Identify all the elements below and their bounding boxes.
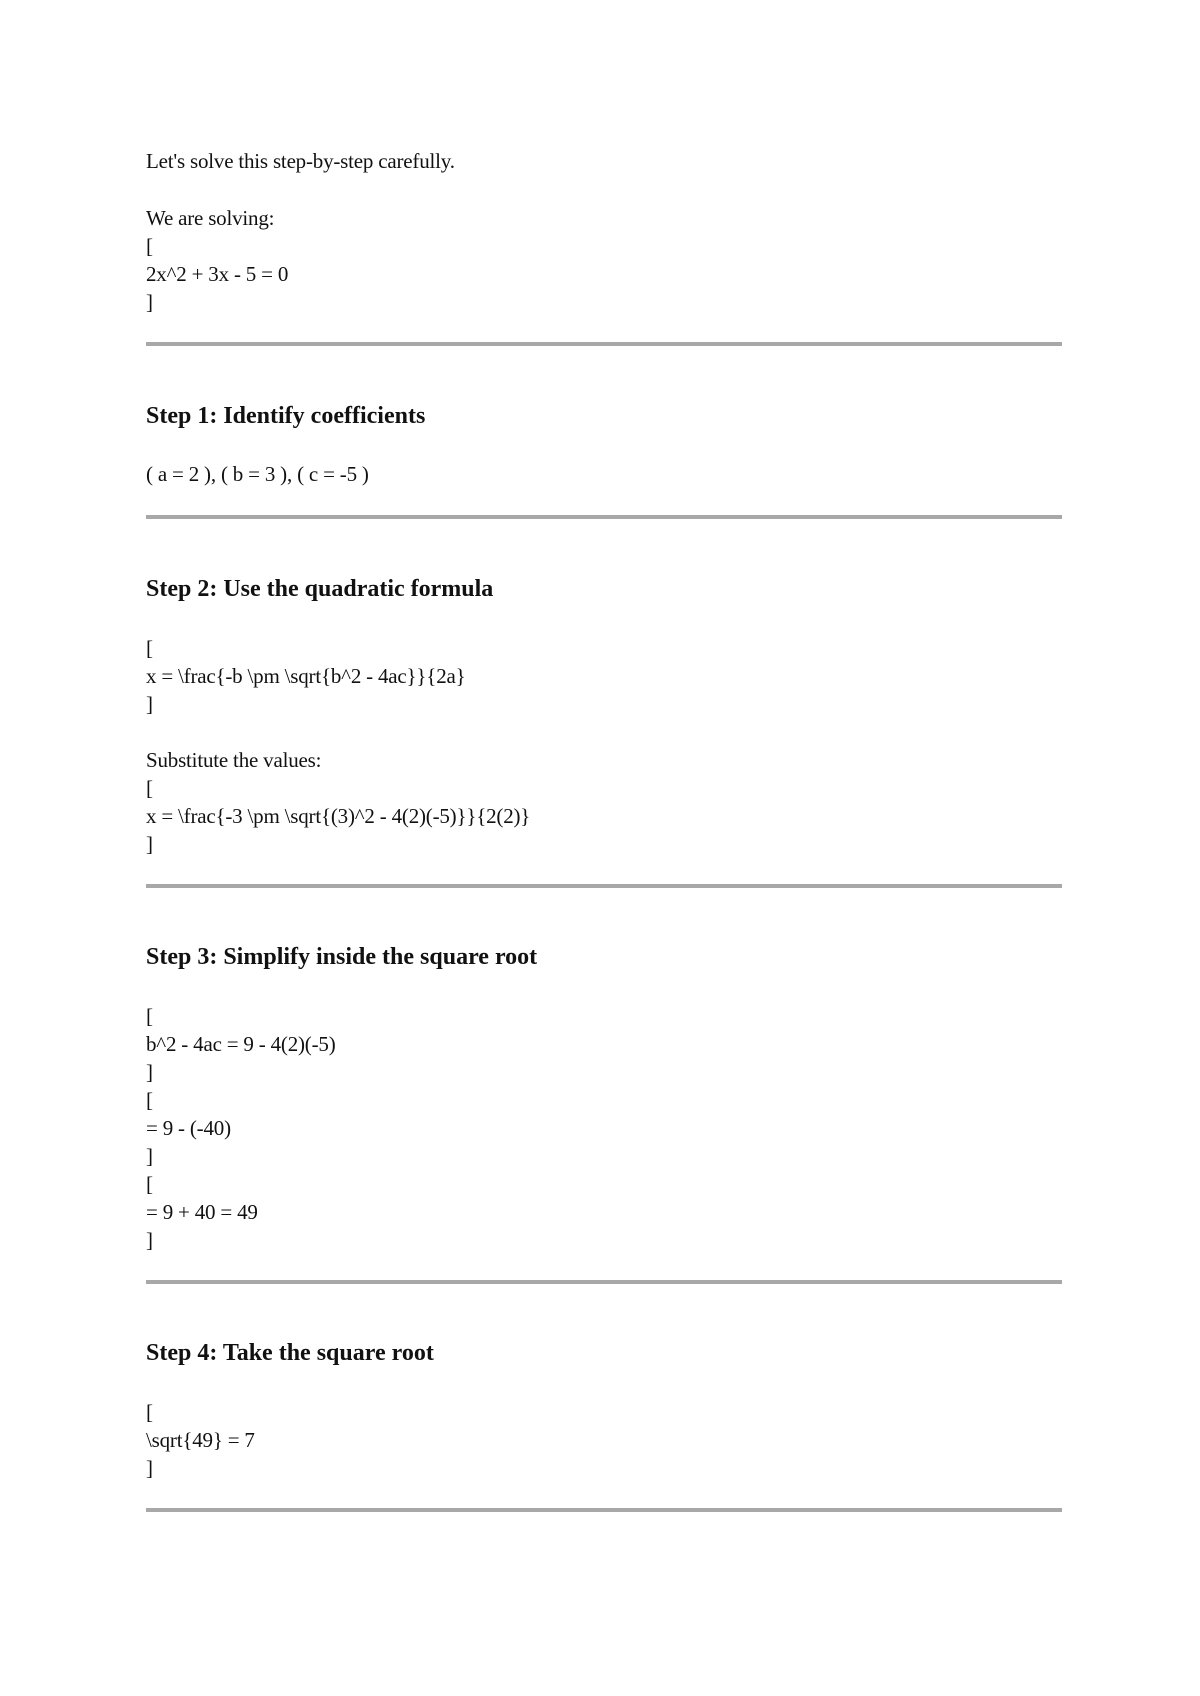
discriminant-step: = 9 - (-40) xyxy=(146,1116,231,1140)
square-root-result: \sqrt{49} = 7 xyxy=(146,1428,255,1452)
bracket-close: ] xyxy=(146,1144,153,1168)
bracket-close: ] xyxy=(146,1060,153,1084)
bracket-open: [ xyxy=(146,1400,153,1424)
discriminant-expression: b^2 - 4ac = 9 - 4(2)(-5) xyxy=(146,1032,336,1056)
discriminant-result: = 9 + 40 = 49 xyxy=(146,1200,258,1224)
step3-heading: Step 3: Simplify inside the square root xyxy=(146,944,538,970)
substituted-formula: x = \frac{-3 \pm \sqrt{(3)^2 - 4(2)(-5)}}{2(2)} xyxy=(146,804,531,828)
step1-coefficients: ( a = 2 ), ( b = 3 ), ( c = -5 ) xyxy=(146,462,369,486)
step2-heading: Step 2: Use the quadratic formula xyxy=(146,576,494,602)
bracket-open: [ xyxy=(146,1088,153,1112)
divider xyxy=(146,1508,1062,1512)
bracket-close: ] xyxy=(146,832,153,856)
substitute-label: Substitute the values: xyxy=(146,748,322,772)
bracket-open: [ xyxy=(146,234,153,258)
intro-solving-label: We are solving: xyxy=(146,206,275,230)
divider xyxy=(146,515,1062,519)
divider xyxy=(146,1280,1062,1284)
bracket-close: ] xyxy=(146,692,153,716)
equation: 2x^2 + 3x - 5 = 0 xyxy=(146,262,289,286)
bracket-open: [ xyxy=(146,1004,153,1028)
step4-heading: Step 4: Take the square root xyxy=(146,1340,434,1366)
bracket-close: ] xyxy=(146,1456,153,1480)
intro-text: Let's solve this step-by-step carefully. xyxy=(146,149,455,173)
bracket-open: [ xyxy=(146,1172,153,1196)
bracket-open: [ xyxy=(146,636,153,660)
bracket-close: ] xyxy=(146,290,153,314)
bracket-close: ] xyxy=(146,1228,153,1252)
divider xyxy=(146,884,1062,888)
quadratic-formula: x = \frac{-b \pm \sqrt{b^2 - 4ac}}{2a} xyxy=(146,664,466,688)
bracket-open: [ xyxy=(146,776,153,800)
divider xyxy=(146,342,1062,346)
step1-heading: Step 1: Identify coefficients xyxy=(146,403,426,429)
